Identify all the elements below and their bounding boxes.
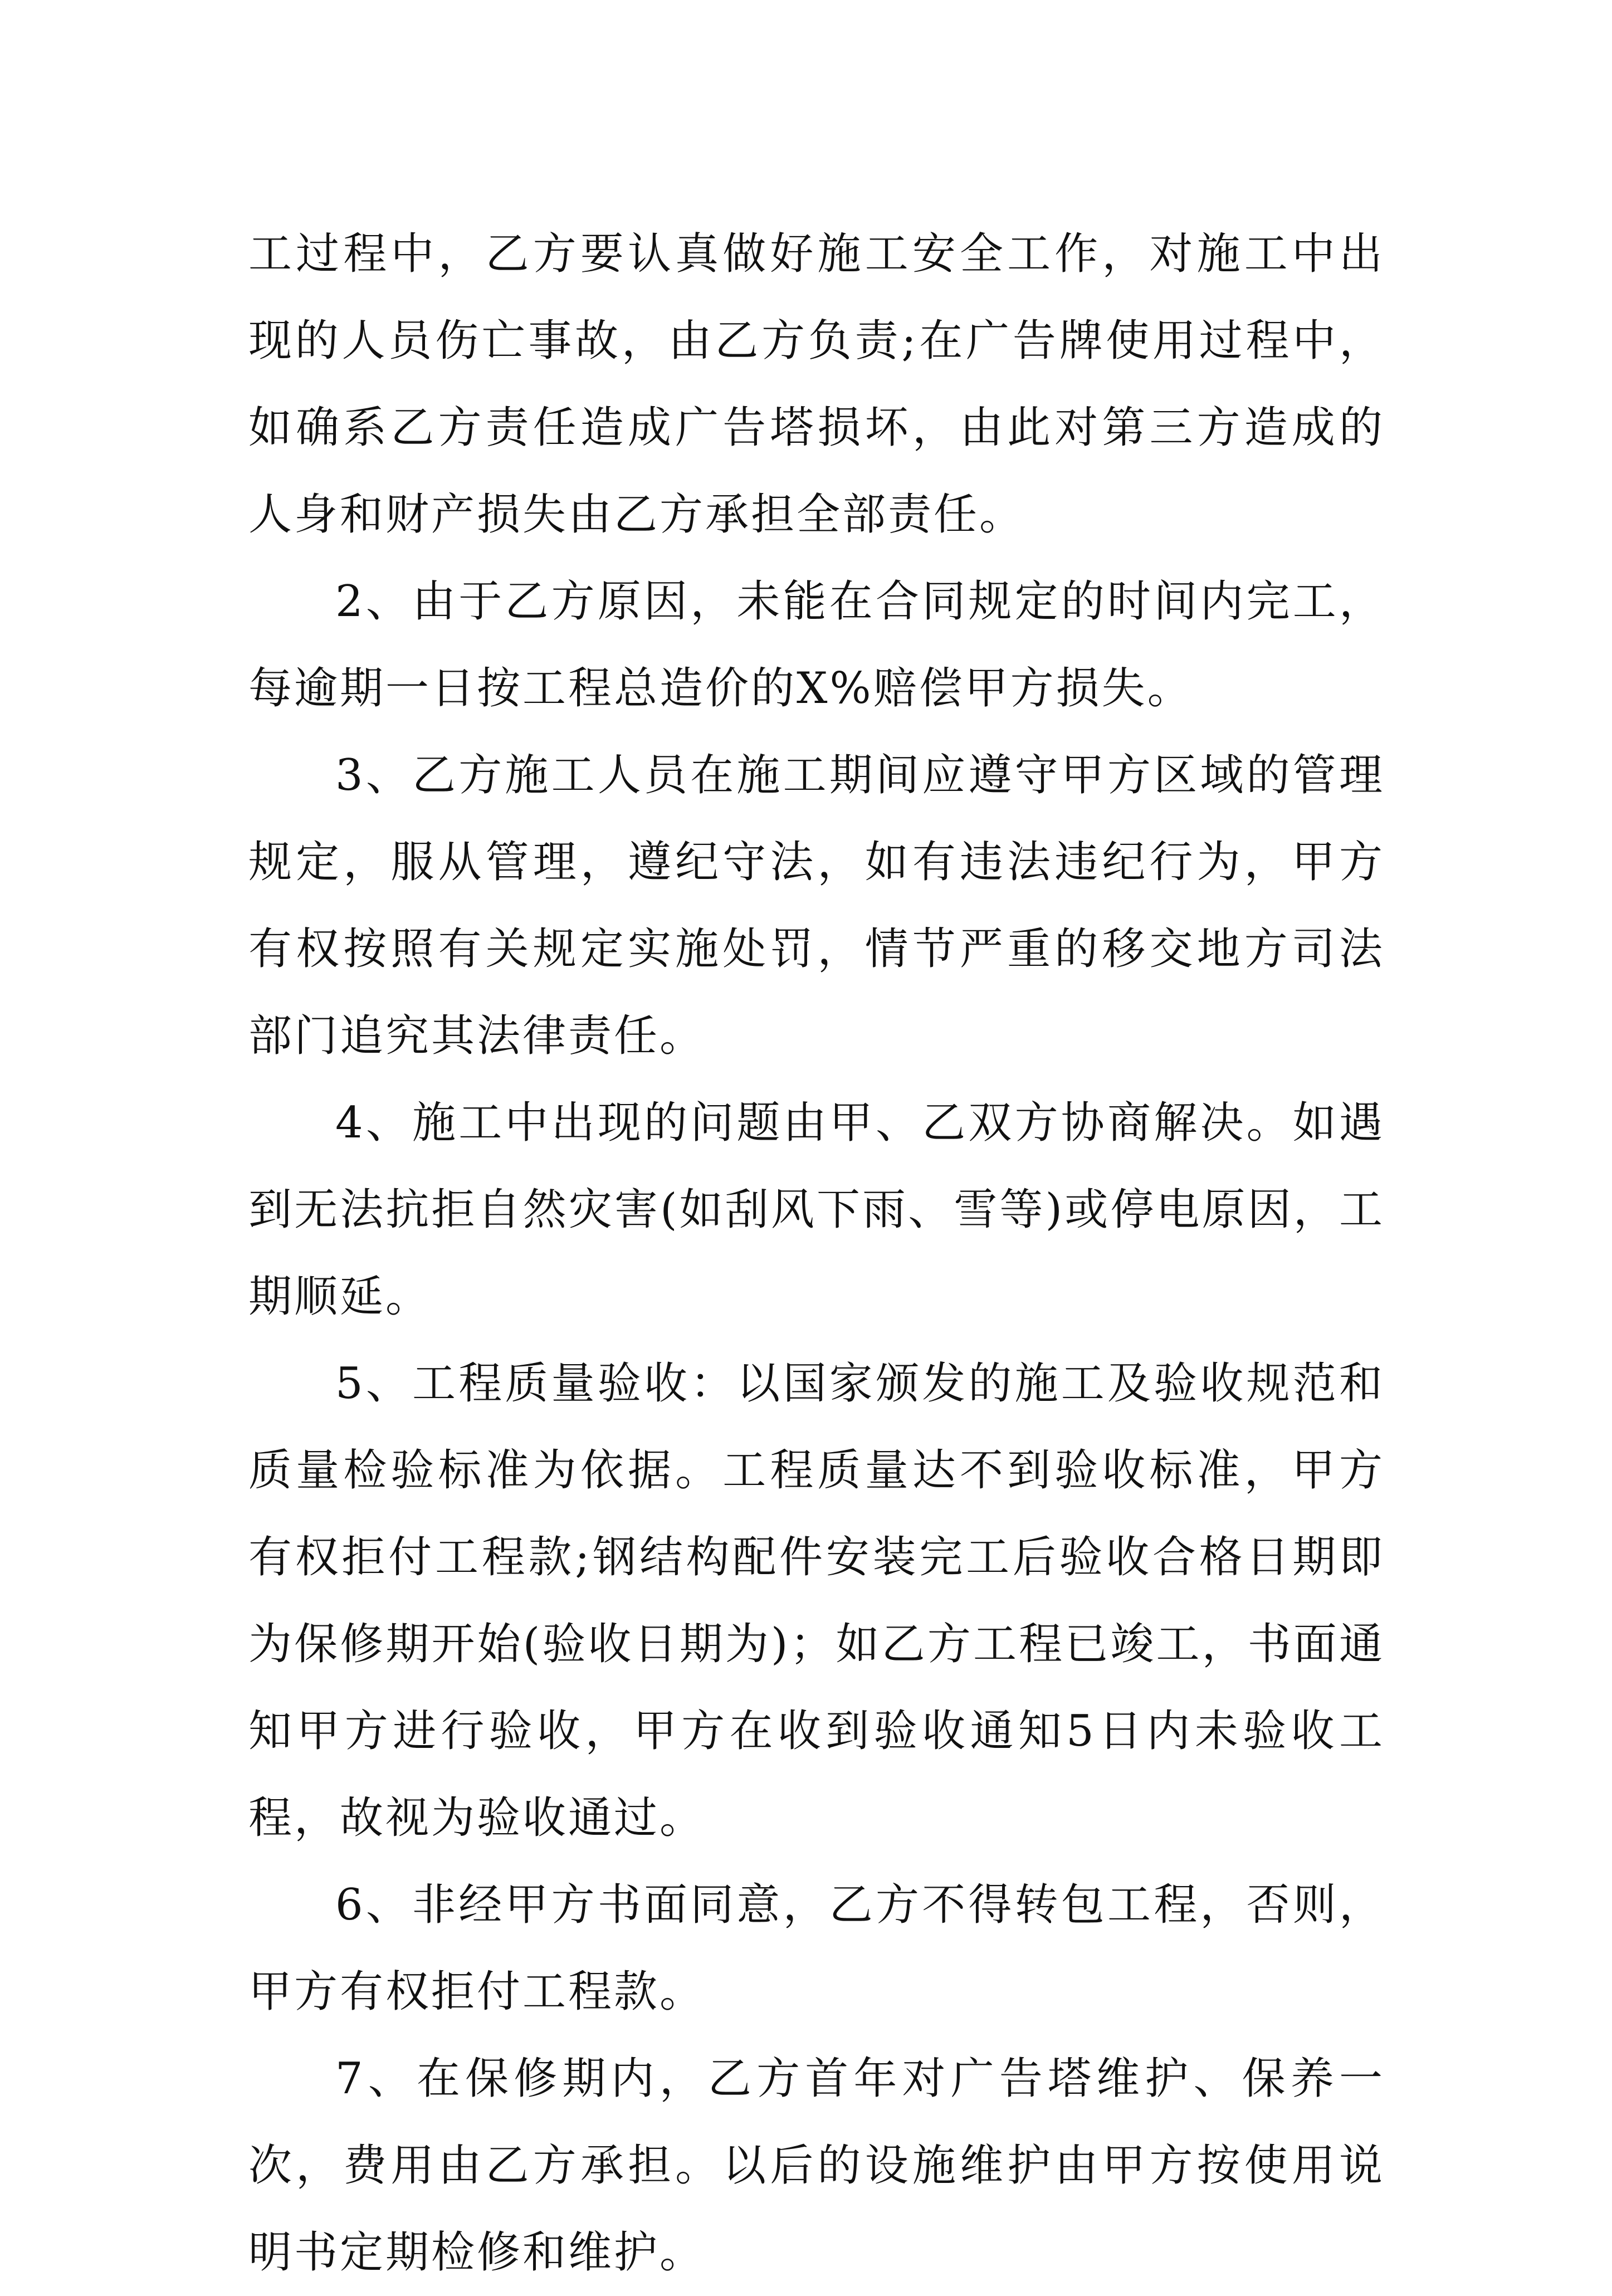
- paragraph-clause-4: 4、施工中出现的问题由甲、乙双方协商解决。如遇到无法抗拒自然灾害(如刮风下雨、雪等)或停电原因，工期顺延。: [248, 1098, 1385, 1322]
- paragraph-clause-6: 6、非经甲方书面同意，乙方不得转包工程，否则，甲方有权拒付工程款。: [248, 1880, 1385, 2017]
- paragraph-clause-2: 2、由于乙方原因，未能在合同规定的时间内完工，每逾期一日按工程总造价的X%赔偿甲方损失。: [248, 577, 1385, 714]
- paragraph-clause-5: 5、工程质量验收：以国家颁发的施工及验收规范和质量检验标准为依据。工程质量达不到验收标准，甲方有权拒付工程款;钢结构配件安装完工后验收合格日期即为保修期开始(验收日期为)；如乙方工程已竣工，书面通知甲方进行验收，甲方在收到验收通知5日内未验收工程，故视为验收通过。: [248, 1359, 1385, 1843]
- paragraph-clause-3: 3、乙方施工人员在施工期间应遵守甲方区域的管理规定，服从管理，遵纪守法，如有违法违纪行为，甲方有权按照有关规定实施处罚，情节严重的移交地方司法部门追究其法律责任。: [248, 750, 1385, 1061]
- paragraph-continuation: 工过程中，乙方要认真做好施工安全工作，对施工中出现的人员伤亡事故，由乙方负责;在广告牌使用过程中，如确系乙方责任造成广告塔损坏，由此对第三方造成的人身和财产损失由乙方承担全部责任。: [248, 229, 1385, 540]
- document-body: [248, 211, 1385, 2296]
- paragraph-clause-7: 7、在保修期内，乙方首年对广告塔维护、保养一次，费用由乙方承担。以后的设施维护由甲方按使用说明书定期检修和维护。: [248, 2054, 1385, 2278]
